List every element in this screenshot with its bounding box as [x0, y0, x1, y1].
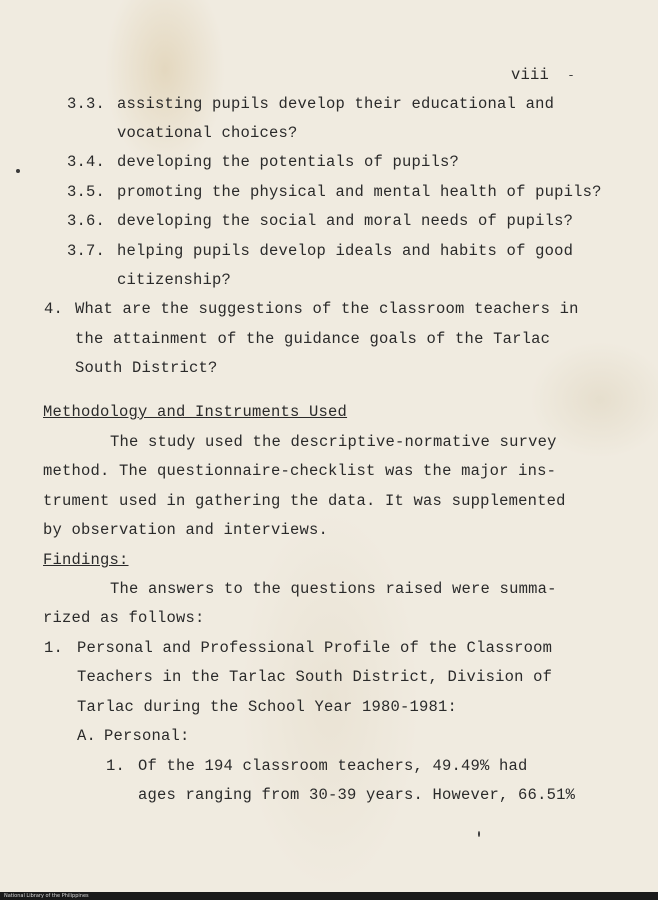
subsection-a-label: Personal:	[104, 727, 190, 745]
item-1-line-1: Of the 194 classroom teachers, 49.49% had	[138, 757, 528, 775]
page-number: viii	[511, 66, 550, 84]
question-3-5-number: 3.5.	[67, 183, 106, 201]
question-3-3-line-2: vocational choices?	[117, 124, 298, 142]
finding-1-line-1: Personal and Professional Profile of the Classroom	[77, 639, 553, 657]
subsection-a-letter: A.	[77, 727, 97, 745]
question-3-7-line-1: helping pupils develop ideals and habits of good	[117, 242, 574, 260]
question-3-7-number: 3.7.	[67, 242, 106, 260]
question-3-4-line-1: developing the potentials of pupils?	[117, 153, 460, 171]
item-1-line-2: ages ranging from 30-39 years. However, 66.51%	[138, 786, 576, 804]
findings-line-2: rized as follows:	[43, 609, 205, 627]
finding-1-line-2: Teachers in the Tarlac South District, Division of	[77, 668, 553, 686]
archive-footer: National Library of the Philippines	[0, 892, 658, 900]
question-4-number: 4.	[44, 300, 64, 318]
question-3-3-number: 3.3.	[67, 95, 106, 113]
methodology-line-3: trument used in gathering the data. It was supplemented	[43, 492, 566, 510]
finding-1-number: 1.	[44, 639, 64, 657]
scan-speck	[569, 75, 573, 76]
question-3-4-number: 3.4.	[67, 153, 106, 171]
question-3-5-line-1: promoting the physical and mental health of pupils?	[117, 183, 602, 201]
methodology-heading: Methodology and Instruments Used	[43, 403, 348, 421]
question-4-line-3: South District?	[75, 359, 218, 377]
question-3-6-line-1: developing the social and moral needs of pupils?	[117, 212, 574, 230]
item-1-number: 1.	[106, 757, 126, 775]
question-4-line-1: What are the suggestions of the classroom teachers in	[75, 300, 579, 318]
findings-heading: Findings:	[43, 551, 129, 569]
question-3-3-line-1: assisting pupils develop their educational and	[117, 95, 555, 113]
scan-speck	[16, 169, 20, 173]
findings-line-1: The answers to the questions raised were summa-	[110, 580, 557, 598]
question-4-line-2: the attainment of the guidance goals of the Tarlac	[75, 330, 551, 348]
question-3-7-line-2: citizenship?	[117, 271, 232, 289]
methodology-line-2: method. The questionnaire-checklist was the major ins-	[43, 462, 557, 480]
question-3-6-number: 3.6.	[67, 212, 106, 230]
methodology-line-4: by observation and interviews.	[43, 521, 329, 539]
finding-1-line-3: Tarlac during the School Year 1980-1981:	[77, 698, 458, 716]
scan-speck	[478, 831, 480, 837]
methodology-line-1: The study used the descriptive-normative survey	[110, 433, 557, 451]
